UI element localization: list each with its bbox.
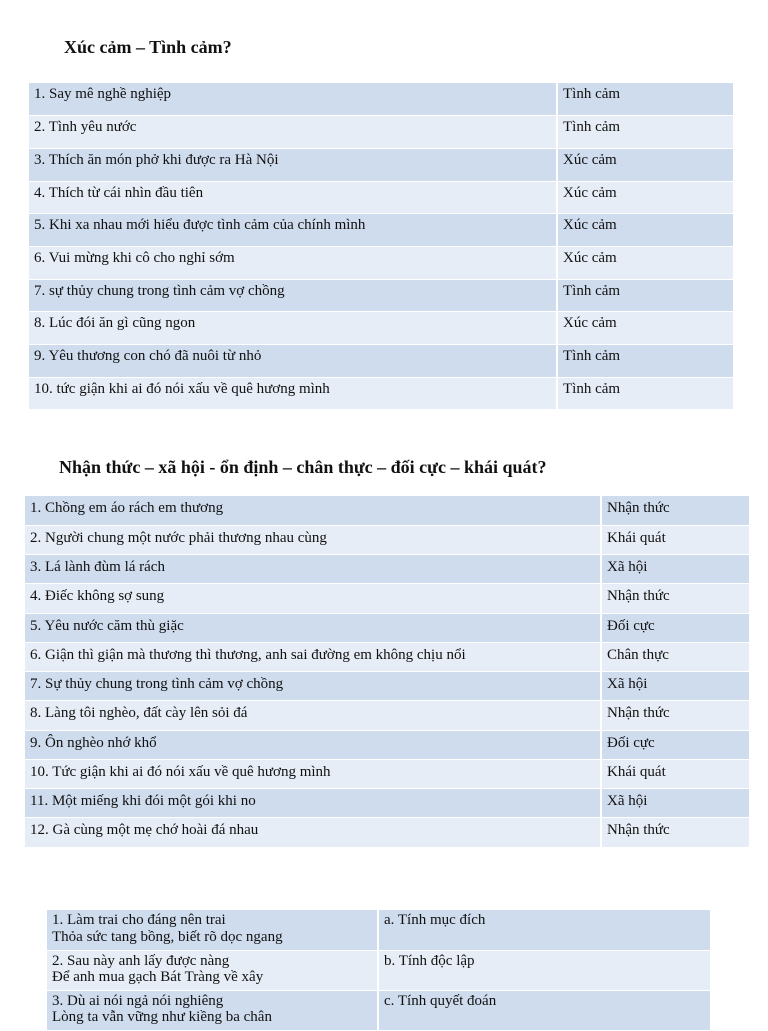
statement-cell: 2. Người chung một nước phải thương nhau cùng — [25, 525, 601, 554]
answer-cell: Nhận thức — [601, 584, 749, 613]
answer-cell: Xúc cảm — [557, 214, 733, 247]
statement-cell: 11. Một miếng khi đói một gói khi no — [25, 789, 601, 818]
table-row — [25, 613, 749, 642]
statement-cell: 8. Lúc đói ăn gì cũng ngon — [29, 312, 557, 345]
verse-line-1: 1. Làm trai cho đáng nên trai — [52, 912, 226, 928]
answer-cell: Tình cảm — [557, 279, 733, 312]
statement-cell: 3. Lá lành đùm lá rách — [25, 555, 601, 584]
verse-line-2: Lòng ta vẫn vững như kiềng ba chân — [52, 1009, 272, 1025]
table-row — [29, 312, 733, 345]
statement-cell: 6. Vui mừng khi cô cho nghỉ sớm — [29, 246, 557, 279]
statement-cell: 1. Chồng em áo rách em thương — [25, 496, 601, 525]
table-row — [29, 246, 733, 279]
answer-cell: Tình cảm — [557, 345, 733, 378]
statement-cell: 5. Khi xa nhau mới hiểu được tình cảm của chính mình — [29, 214, 557, 247]
table-row — [25, 672, 749, 701]
answer-cell: Nhận thức — [601, 818, 749, 847]
table-row — [25, 642, 749, 671]
verse-line-2: Để anh mua gạch Bát Tràng về xây — [52, 969, 264, 985]
verse-line-1: 2. Sau này anh lấy được nàng — [52, 952, 230, 969]
answer-cell: Xúc cảm — [557, 148, 733, 181]
table-row — [25, 759, 749, 788]
answer-cell: Nhận thức — [601, 701, 749, 730]
table-row — [29, 214, 733, 247]
answer-cell: Tình cảm — [557, 83, 733, 116]
verse-line-1: 3. Dù ai nói ngả nói nghiêng — [52, 992, 224, 1009]
statement-cell: 9. Yêu thương con chó đã nuôi từ nhỏ — [29, 345, 557, 378]
table-row — [47, 910, 710, 950]
emotion-characteristics-table — [25, 496, 749, 848]
table-row — [25, 789, 749, 818]
answer-cell: Đối cực — [601, 730, 749, 759]
verse-cell — [47, 950, 378, 990]
statement-cell: 8. Làng tôi nghèo, đất cày lên sỏi đá — [25, 701, 601, 730]
table-row — [29, 181, 733, 214]
answer-cell: Nhận thức — [601, 496, 749, 525]
statement-cell: 2. Tình yêu nước — [29, 116, 557, 149]
table-row — [29, 116, 733, 149]
statement-cell: 3. Thích ăn món phở khi được ra Hà Nội — [29, 148, 557, 181]
table-row — [25, 525, 749, 554]
trait-cell: c. Tính quyết đoán — [378, 990, 710, 1030]
answer-cell: Tình cảm — [557, 116, 733, 149]
table-row — [29, 83, 733, 116]
statement-cell: 9. Ôn nghèo nhớ khổ — [25, 730, 601, 759]
table-row — [25, 818, 749, 847]
table-row — [47, 990, 710, 1030]
statement-cell: 10. Tức giận khi ai đó nói xấu về quê hương mình — [25, 759, 601, 788]
answer-cell: Chân thực — [601, 642, 749, 671]
answer-cell: Xúc cảm — [557, 246, 733, 279]
section1-title: Xúc cảm – Tình cảm? — [64, 37, 232, 57]
table-row — [29, 377, 733, 410]
table-row — [29, 148, 733, 181]
answer-cell: Khái quát — [601, 759, 749, 788]
statement-cell: 4. Điếc không sợ sung — [25, 584, 601, 613]
answer-cell: Xã hội — [601, 555, 749, 584]
will-characteristics-table — [47, 910, 710, 1031]
verse-cell — [47, 990, 378, 1030]
answer-cell: Khái quát — [601, 525, 749, 554]
statement-cell: 4. Thích từ cái nhìn đầu tiên — [29, 181, 557, 214]
verse-line-2: Thỏa sức tang bồng, biết rõ dọc ngang — [52, 928, 283, 945]
table-row — [29, 279, 733, 312]
statement-cell: 7. Sự thủy chung trong tình cảm vợ chồng — [25, 672, 601, 701]
emotion-feeling-table — [29, 83, 733, 410]
trait-cell: b. Tính độc lập — [378, 950, 710, 990]
table-row — [25, 555, 749, 584]
statement-cell: 6. Giận thì giận mà thương thì thương, anh sai đường em không chịu nổi — [25, 642, 601, 671]
answer-cell: Xúc cảm — [557, 312, 733, 345]
statement-cell: 1. Say mê nghề nghiệp — [29, 83, 557, 116]
table-row — [25, 584, 749, 613]
table-row — [25, 730, 749, 759]
table-row — [29, 345, 733, 378]
statement-cell: 10. tức giận khi ai đó nói xấu về quê hương mình — [29, 377, 557, 410]
answer-cell: Đối cực — [601, 613, 749, 642]
verse-cell — [47, 910, 378, 950]
statement-cell: 7. sự thủy chung trong tình cảm vợ chồng — [29, 279, 557, 312]
statement-cell: 12. Gà cùng một mẹ chớ hoài đá nhau — [25, 818, 601, 847]
table-row — [25, 701, 749, 730]
answer-cell: Xúc cảm — [557, 181, 733, 214]
table-row — [47, 950, 710, 990]
section2-title: Nhận thức – xã hội - ổn định – chân thực – đối cực – khái quát? — [59, 457, 547, 477]
statement-cell: 5. Yêu nước căm thù giặc — [25, 613, 601, 642]
answer-cell: Xã hội — [601, 672, 749, 701]
answer-cell: Tình cảm — [557, 377, 733, 410]
trait-cell: a. Tính mục đích — [378, 910, 710, 950]
table-row — [25, 496, 749, 525]
answer-cell: Xã hội — [601, 789, 749, 818]
